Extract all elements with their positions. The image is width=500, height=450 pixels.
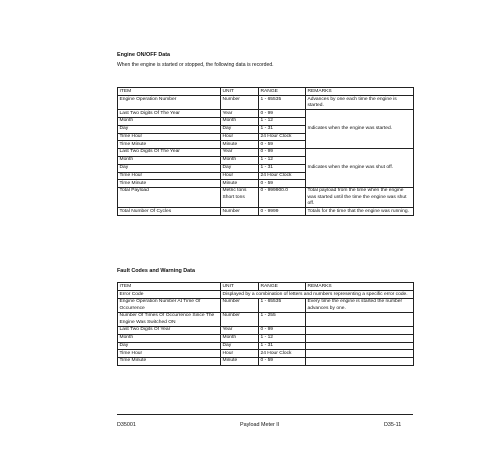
item-cell: Time Hour bbox=[118, 133, 221, 141]
item-cell: Total Number Of Cycles bbox=[118, 208, 221, 216]
table-header-row bbox=[118, 283, 414, 291]
item-cell: Day bbox=[118, 342, 221, 350]
table-row bbox=[118, 299, 414, 313]
range-cell: 1 - 31 bbox=[259, 125, 306, 133]
item-cell: Month bbox=[118, 118, 221, 126]
footer-page-number: D35-11 bbox=[384, 422, 402, 428]
range-cell: 1 - 31 bbox=[259, 342, 306, 350]
fault-codes-table bbox=[117, 282, 414, 366]
unit-cell: Minute bbox=[221, 180, 259, 188]
footer-divider bbox=[117, 414, 413, 415]
error-code-description: Displayed by a combination of letters and numbers representing a specific error code. bbox=[221, 291, 414, 299]
table-header-row bbox=[118, 88, 414, 96]
table-row bbox=[118, 342, 414, 350]
range-cell: 1 - 12 bbox=[259, 118, 306, 126]
column-header: RANGE bbox=[259, 88, 306, 96]
unit-cell: Metric tons Short tons bbox=[221, 188, 259, 208]
range-cell: 1 - 12 bbox=[259, 334, 306, 342]
table-row bbox=[118, 188, 414, 208]
range-cell: 0 - 9999 bbox=[259, 208, 306, 216]
range-cell: 0 - 59 bbox=[259, 358, 306, 366]
column-header: ITEM bbox=[118, 283, 221, 291]
remarks-cell-merged: Indicates when the engine was shut off. bbox=[306, 149, 414, 188]
column-header: RANGE bbox=[259, 283, 306, 291]
unit-cell: Hour bbox=[221, 172, 259, 180]
column-header: UNIT bbox=[221, 88, 259, 96]
unit-cell: Number bbox=[221, 208, 259, 216]
column-header: REMARKS bbox=[306, 283, 414, 291]
item-cell: Time Hour bbox=[118, 350, 221, 358]
unit-cell: Month bbox=[221, 156, 259, 164]
unit-cell: Day bbox=[221, 164, 259, 172]
item-cell: Month bbox=[118, 156, 221, 164]
section-heading-engine-onoff: Engine ON/OFF Data bbox=[117, 52, 171, 58]
remarks-cell bbox=[306, 334, 414, 342]
range-cell: 0 - 999900.0 bbox=[259, 188, 306, 208]
unit-cell: Hour bbox=[221, 133, 259, 141]
table-row bbox=[118, 334, 414, 342]
remarks-cell: Totals for the time that the engine was running. bbox=[306, 208, 414, 216]
table-row bbox=[118, 350, 414, 358]
range-cell: 1 - 65535 bbox=[259, 299, 306, 313]
range-cell: 0 - 99 bbox=[259, 327, 306, 335]
footer-title: Payload Meter II bbox=[240, 422, 280, 428]
remarks-cell: Total payload from the time when the engine was started until the time the engine was shut off. bbox=[306, 188, 414, 208]
item-cell: Time Hour bbox=[118, 172, 221, 180]
item-cell: Error Code bbox=[118, 291, 221, 299]
unit-cell: Minute bbox=[221, 358, 259, 366]
item-cell: Day bbox=[118, 164, 221, 172]
range-cell: 0 - 59 bbox=[259, 180, 306, 188]
section-heading-fault-codes: Fault Codes and Warning Data bbox=[117, 268, 195, 274]
remarks-cell bbox=[306, 342, 414, 350]
item-cell: Day bbox=[118, 125, 221, 133]
table-row bbox=[118, 208, 414, 216]
remarks-cell bbox=[306, 350, 414, 358]
remarks-cell bbox=[306, 313, 414, 327]
unit-cell: Year bbox=[221, 327, 259, 335]
engine-onoff-table bbox=[117, 87, 414, 216]
unit-cell: Number bbox=[221, 313, 259, 327]
unit-cell: Month bbox=[221, 334, 259, 342]
unit-cell: Year bbox=[221, 149, 259, 157]
range-cell: 0 - 99 bbox=[259, 110, 306, 118]
table-row bbox=[118, 358, 414, 366]
unit-cell: Day bbox=[221, 342, 259, 350]
remarks-cell bbox=[306, 358, 414, 366]
item-cell: Engine Operation Number At Time Of Occurrence bbox=[118, 299, 221, 313]
range-cell: 0 - 59 bbox=[259, 141, 306, 149]
range-cell: 1 - 255 bbox=[259, 313, 306, 327]
item-cell: Last Two Digits Of Year bbox=[118, 327, 221, 335]
remarks-cell bbox=[306, 327, 414, 335]
item-cell: Total Payload bbox=[118, 188, 221, 208]
range-cell: 24 Hour Clock bbox=[259, 350, 306, 358]
column-header: REMARKS bbox=[306, 88, 414, 96]
item-cell: Time Minute bbox=[118, 141, 221, 149]
range-cell: 24 Hour Clock bbox=[259, 172, 306, 180]
section-intro: When the engine is started or stopped, the following data is recorded. bbox=[117, 62, 274, 68]
item-cell: Engine Operation Number bbox=[118, 96, 221, 110]
unit-cell: Number bbox=[221, 299, 259, 313]
footer-doc-code: D35001 bbox=[117, 422, 136, 428]
table-row bbox=[118, 327, 414, 335]
range-cell: 1 - 65535 bbox=[259, 96, 306, 110]
column-header: UNIT bbox=[221, 283, 259, 291]
unit-cell: Day bbox=[221, 125, 259, 133]
item-cell: Time Minute bbox=[118, 180, 221, 188]
remarks-cell: Every time the engine is started the number advances by one. bbox=[306, 299, 414, 313]
range-cell: 0 - 99 bbox=[259, 149, 306, 157]
remarks-cell: Advances by one each time the engine is started. bbox=[306, 96, 414, 110]
column-header: ITEM bbox=[118, 88, 221, 96]
table-row bbox=[118, 110, 414, 118]
table-row bbox=[118, 291, 414, 299]
range-cell: 1 - 31 bbox=[259, 164, 306, 172]
range-cell: 24 Hour Clock bbox=[259, 133, 306, 141]
table-row bbox=[118, 96, 414, 110]
item-cell: Month bbox=[118, 334, 221, 342]
unit-cell: Month bbox=[221, 118, 259, 126]
table-row bbox=[118, 313, 414, 327]
range-cell: 1 - 12 bbox=[259, 156, 306, 164]
remarks-cell-merged: Indicates when the engine was started. bbox=[306, 110, 414, 149]
item-cell: Time Minute bbox=[118, 358, 221, 366]
item-cell: Last Two Digits Of The Year bbox=[118, 110, 221, 118]
unit-cell: Hour bbox=[221, 350, 259, 358]
unit-cell: Year bbox=[221, 110, 259, 118]
unit-cell: Number bbox=[221, 96, 259, 110]
unit-cell: Minute bbox=[221, 141, 259, 149]
item-cell: Number Of Times Of Occurrence Since The Engine Was Switched ON bbox=[118, 313, 221, 327]
table-row bbox=[118, 149, 414, 157]
item-cell: Last Two Digits Of The Year bbox=[118, 149, 221, 157]
